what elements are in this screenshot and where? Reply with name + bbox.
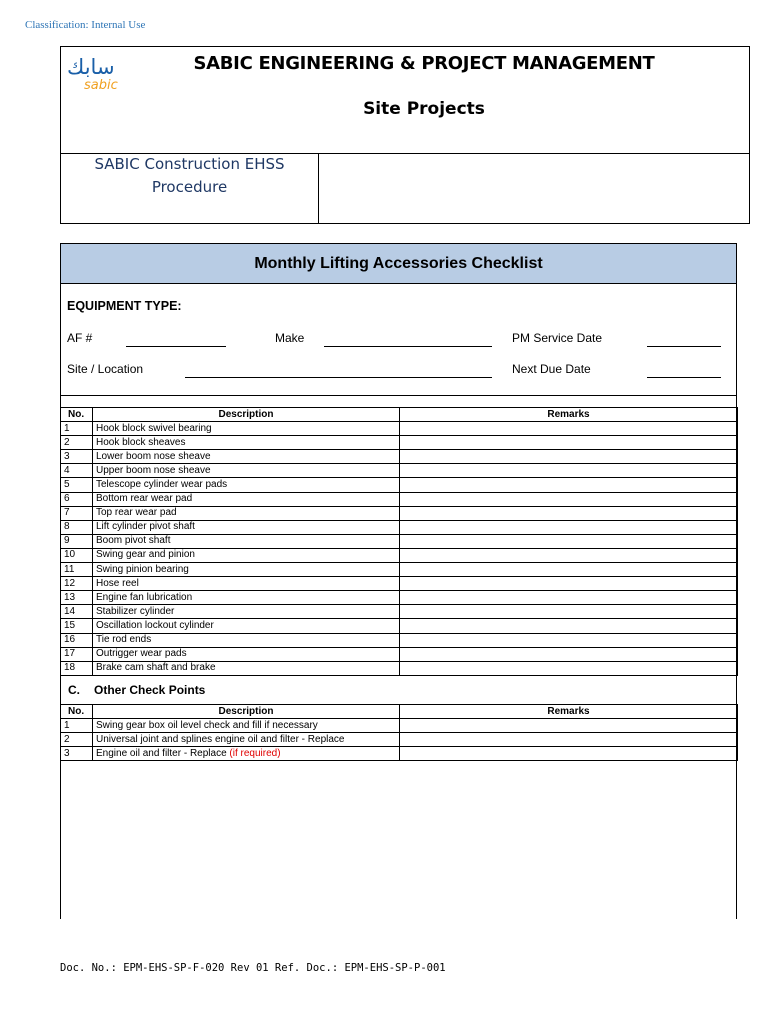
table-row	[61, 548, 738, 562]
table-row	[61, 520, 738, 534]
document-header	[60, 46, 750, 224]
row-number: 1	[61, 719, 93, 733]
row-description-text: Swing gear and pinion	[96, 549, 195, 561]
col-no-header: No.	[61, 408, 93, 422]
table-row	[61, 422, 738, 436]
row-description	[93, 450, 400, 464]
row-description-text: Lift cylinder pivot shaft	[96, 521, 195, 533]
row-description	[93, 563, 400, 577]
af-input[interactable]	[126, 346, 226, 347]
row-description	[93, 633, 400, 647]
row-number: 3	[61, 747, 93, 761]
table-header-row	[61, 408, 738, 422]
row-description-text: Hook block sheaves	[96, 436, 186, 448]
col-no-header: No.	[61, 705, 93, 719]
row-description	[93, 605, 400, 619]
checklist-form	[60, 243, 737, 919]
classification-label: Classification: Internal Use	[25, 19, 146, 31]
col-remarks-header: Remarks	[400, 408, 738, 422]
row-description-text: Outrigger wear pads	[96, 648, 187, 660]
row-description-text: Hose reel	[96, 577, 139, 589]
row-remarks-field[interactable]	[400, 534, 738, 548]
table-row	[61, 450, 738, 464]
row-description-text: Swing pinion bearing	[96, 563, 189, 575]
row-remarks-field[interactable]	[400, 577, 738, 591]
row-remarks-field[interactable]	[400, 747, 738, 761]
row-number: 8	[61, 520, 93, 534]
col-remarks-header: Remarks	[400, 705, 738, 719]
make-input[interactable]	[324, 346, 492, 347]
row-number: 10	[61, 548, 93, 562]
section-c-title: Other Check Points	[94, 683, 206, 697]
make-label: Make	[275, 331, 305, 345]
row-remarks-field[interactable]	[400, 733, 738, 747]
row-number: 4	[61, 464, 93, 478]
table-row	[61, 633, 738, 647]
row-note: (if required)	[229, 747, 281, 759]
equipment-type-label: EQUIPMENT TYPE:	[67, 299, 182, 313]
row-remarks-field[interactable]	[400, 633, 738, 647]
row-description-text: Engine fan lubrication	[96, 591, 193, 603]
table-row	[61, 747, 738, 761]
section-c-heading	[68, 683, 205, 697]
row-number: 5	[61, 478, 93, 492]
row-description-text: Top rear wear pad	[96, 507, 177, 519]
row-remarks-field[interactable]	[400, 661, 738, 675]
table-row	[61, 661, 738, 675]
row-remarks-field[interactable]	[400, 619, 738, 633]
row-description	[93, 719, 400, 733]
next-due-date-label: Next Due Date	[512, 362, 591, 376]
procedure-line-2: Procedure	[151, 178, 228, 196]
divider	[60, 395, 737, 396]
row-number: 9	[61, 534, 93, 548]
table-row	[61, 619, 738, 633]
row-remarks-field[interactable]	[400, 506, 738, 520]
row-description	[93, 647, 400, 661]
row-number: 11	[61, 563, 93, 577]
row-remarks-field[interactable]	[400, 450, 738, 464]
row-number: 15	[61, 619, 93, 633]
row-description-text: Oscillation lockout cylinder	[96, 619, 214, 631]
row-description	[93, 422, 400, 436]
row-remarks-field[interactable]	[400, 520, 738, 534]
procedure-cell	[61, 153, 319, 224]
table-row	[61, 534, 738, 548]
row-description-text: Hook block swivel bearing	[96, 422, 212, 434]
logo-arabic-text: سابك	[67, 55, 115, 79]
table-row	[61, 436, 738, 450]
row-number: 1	[61, 422, 93, 436]
table-row	[61, 605, 738, 619]
row-description	[93, 478, 400, 492]
row-number: 12	[61, 577, 93, 591]
logo-latin-text: sabic	[84, 78, 118, 93]
row-remarks-field[interactable]	[400, 591, 738, 605]
row-remarks-field[interactable]	[400, 422, 738, 436]
pm-service-date-label: PM Service Date	[512, 331, 603, 345]
col-description-header: Description	[93, 705, 400, 719]
af-label: AF #	[67, 331, 93, 345]
row-number: 2	[61, 436, 93, 450]
site-location-input[interactable]	[185, 377, 492, 378]
row-number: 13	[61, 591, 93, 605]
table-row	[61, 506, 738, 520]
row-remarks-field[interactable]	[400, 563, 738, 577]
items-table	[60, 407, 738, 676]
table-row	[61, 464, 738, 478]
row-number: 14	[61, 605, 93, 619]
table-row	[61, 719, 738, 733]
row-description	[93, 747, 400, 761]
row-number: 6	[61, 492, 93, 506]
row-description	[93, 436, 400, 450]
col-description-header: Description	[93, 408, 400, 422]
row-remarks-field[interactable]	[400, 548, 738, 562]
checklist-title: Monthly Lifting Accessories Checklist	[60, 243, 737, 284]
row-description-text: Boom pivot shaft	[96, 535, 171, 547]
row-description-text: Stabilizer cylinder	[96, 605, 175, 617]
row-number: 3	[61, 450, 93, 464]
procedure-line-1: SABIC Construction EHSS	[94, 155, 285, 173]
row-remarks-field[interactable]	[400, 492, 738, 506]
row-description	[93, 661, 400, 675]
row-remarks-field[interactable]	[400, 478, 738, 492]
section-c-letter: C.	[68, 683, 80, 697]
row-description	[93, 591, 400, 605]
row-description	[93, 506, 400, 520]
footer-doc-ref: Doc. No.: EPM-EHS-SP-F-020 Rev 01 Ref. Doc.: EPM-EHS-SP-P-001	[60, 962, 446, 974]
table-row	[61, 577, 738, 591]
row-description-text: Engine oil and filter - Replace	[96, 747, 230, 759]
site-title: Site Projects	[363, 99, 485, 119]
table-row	[61, 733, 738, 747]
row-description-text: Lower boom nose sheave	[96, 450, 211, 462]
row-description-text: Bottom rear wear pad	[96, 493, 193, 505]
company-title: SABIC ENGINEERING & PROJECT MANAGEMENT	[193, 53, 655, 74]
table-row	[61, 591, 738, 605]
table-header-row	[61, 705, 738, 719]
row-description-text: Tie rod ends	[96, 634, 152, 646]
row-description-text: Telescope cylinder wear pads	[96, 479, 228, 491]
row-remarks-field[interactable]	[400, 719, 738, 733]
row-description	[93, 520, 400, 534]
row-remarks-field[interactable]	[400, 464, 738, 478]
table-row	[61, 478, 738, 492]
row-description-text: Upper boom nose sheave	[96, 464, 211, 476]
table-row	[61, 647, 738, 661]
row-description	[93, 492, 400, 506]
other-items-table	[60, 704, 738, 761]
row-description-text: Swing gear box oil level check and fill if necessary	[96, 719, 318, 731]
row-description	[93, 464, 400, 478]
row-description-text: Brake cam shaft and brake	[96, 662, 216, 674]
row-description	[93, 577, 400, 591]
row-number: 16	[61, 633, 93, 647]
row-description	[93, 619, 400, 633]
row-description-text: Universal joint and splines engine oil and filter - Replace	[96, 733, 345, 745]
next-due-date-input[interactable]	[647, 377, 721, 378]
row-number: 17	[61, 647, 93, 661]
row-remarks-field[interactable]	[400, 647, 738, 661]
table-row	[61, 563, 738, 577]
row-remarks-field[interactable]	[400, 605, 738, 619]
row-number: 18	[61, 661, 93, 675]
site-location-label: Site / Location	[67, 362, 144, 376]
row-description	[93, 548, 400, 562]
row-number: 2	[61, 733, 93, 747]
row-number: 7	[61, 506, 93, 520]
row-description	[93, 733, 400, 747]
pm-service-date-input[interactable]	[647, 346, 721, 347]
row-description	[93, 534, 400, 548]
table-row	[61, 492, 738, 506]
header-title-area	[61, 47, 749, 154]
row-remarks-field[interactable]	[400, 436, 738, 450]
